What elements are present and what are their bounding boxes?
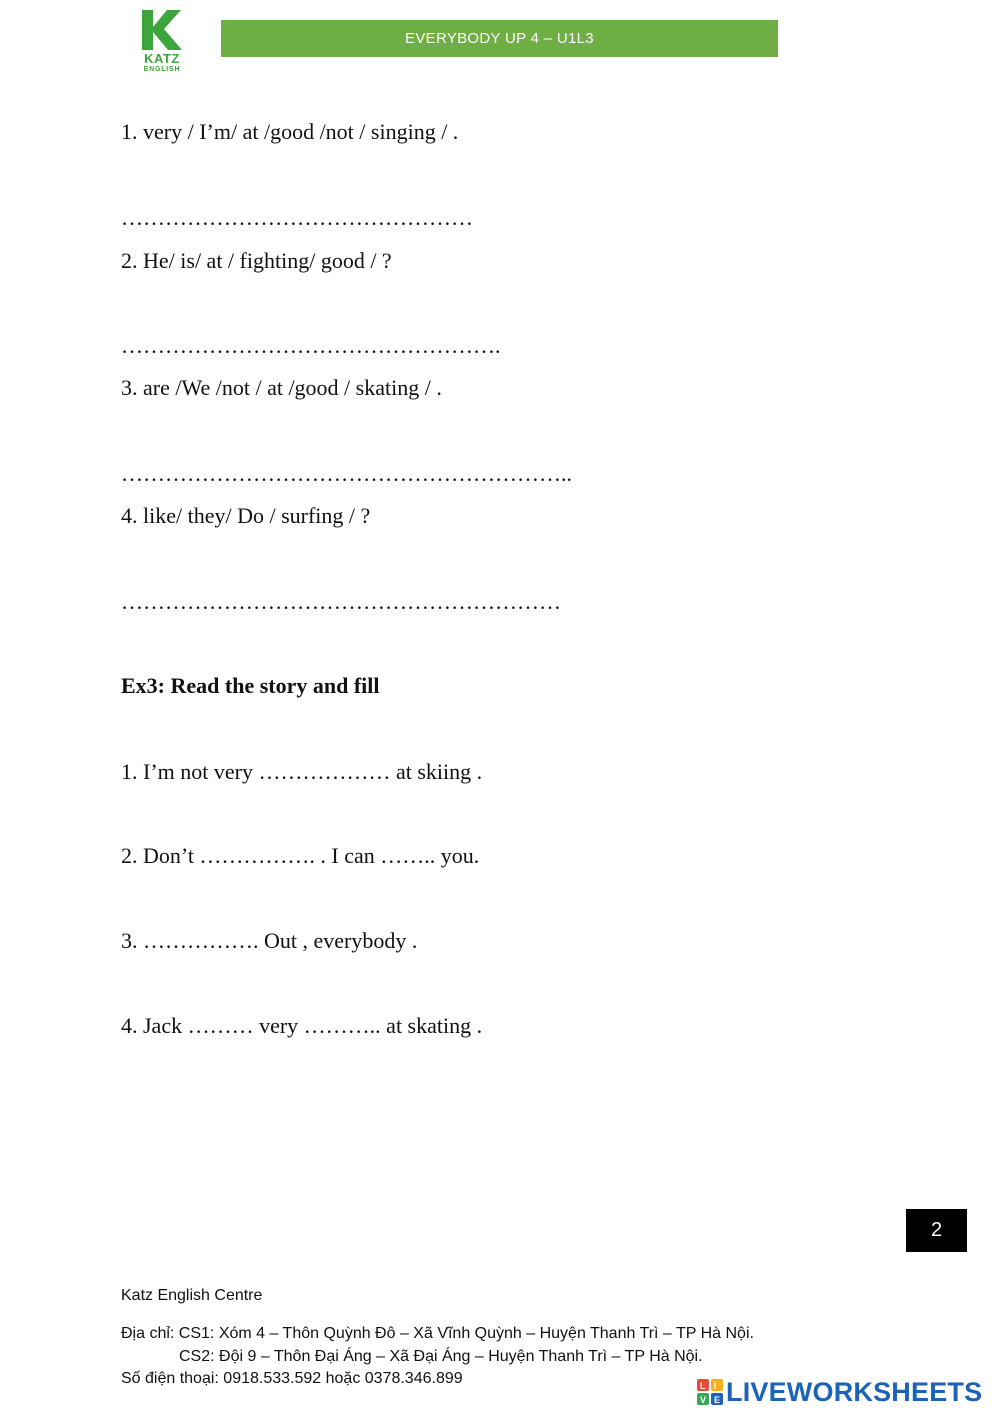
katz-logo xyxy=(136,8,188,72)
svg-text:L: L xyxy=(700,1381,706,1391)
svg-text:V: V xyxy=(700,1395,707,1405)
page-number: 2 xyxy=(930,1219,943,1241)
ex3-heading: Ex3: Read the story and fill xyxy=(121,673,380,698)
footer-address-1: Địa chỉ: CS1: Xóm 4 – Thôn Quỳnh Đô – Xã Vĩnh Quỳnh – Huyện Thanh Trì – TP Hà Nội. xyxy=(121,1325,754,1342)
footer-centre: Katz English Centre xyxy=(121,1287,263,1304)
ex2-item-4: 4. like/ they/ Do / surfing / ? xyxy=(121,503,371,528)
ex3-item-2[interactable]: 2. Don’t ……………. . I can …….. you. xyxy=(121,843,480,868)
liveworksheets-watermark[interactable] xyxy=(697,1377,982,1407)
ex3-item-3[interactable]: 3. ……………. Out , everybody . xyxy=(121,928,418,953)
header-title: EVERYBODY UP 4 – U1L3 xyxy=(405,30,594,47)
ex2-item-1: 1. very / I’m/ at /good /not / singing / . xyxy=(121,119,459,144)
logo-brand: KATZ xyxy=(144,51,180,66)
k-letter-icon xyxy=(136,8,188,52)
svg-text:E: E xyxy=(714,1395,721,1405)
svg-text:I: I xyxy=(714,1381,717,1391)
ex2-answer-line-1[interactable]: ………………………………………… xyxy=(121,205,473,230)
ex2-answer-line-3[interactable]: …………………………………………………….. xyxy=(121,461,572,486)
footer-phone: Số điện thoại: 0918.533.592 hoặc 0378.346.899 xyxy=(121,1370,463,1387)
logo-sub: ENGLISH xyxy=(143,66,181,73)
ex3-item-4[interactable]: 4. Jack ……… very ……….. at skating . xyxy=(121,1013,483,1038)
ex3-item-1[interactable]: 1. I’m not very ……………… at skiing . xyxy=(121,759,483,784)
page-number-box xyxy=(906,1209,967,1252)
liveworksheets-logo-icon xyxy=(697,1379,723,1405)
ex2-item-3: 3. are /We /not / at /good / skating / . xyxy=(121,375,442,400)
logo-wordmark xyxy=(136,52,188,73)
ex2-answer-line-4[interactable]: …………………………………………………… xyxy=(121,589,561,614)
footer-address-2: CS2: Đội 9 – Thôn Đại Áng – Xã Đại Áng – Huyện Thanh Trì – TP Hà Nội. xyxy=(179,1348,703,1365)
liveworksheets-text: LIVEWORKSHEETS xyxy=(726,1376,983,1407)
ex2-answer-line-2[interactable]: ……………………………………………. xyxy=(121,333,501,358)
ex2-item-2: 2. He/ is/ at / fighting/ good / ? xyxy=(121,248,392,273)
header-bar xyxy=(221,20,778,57)
